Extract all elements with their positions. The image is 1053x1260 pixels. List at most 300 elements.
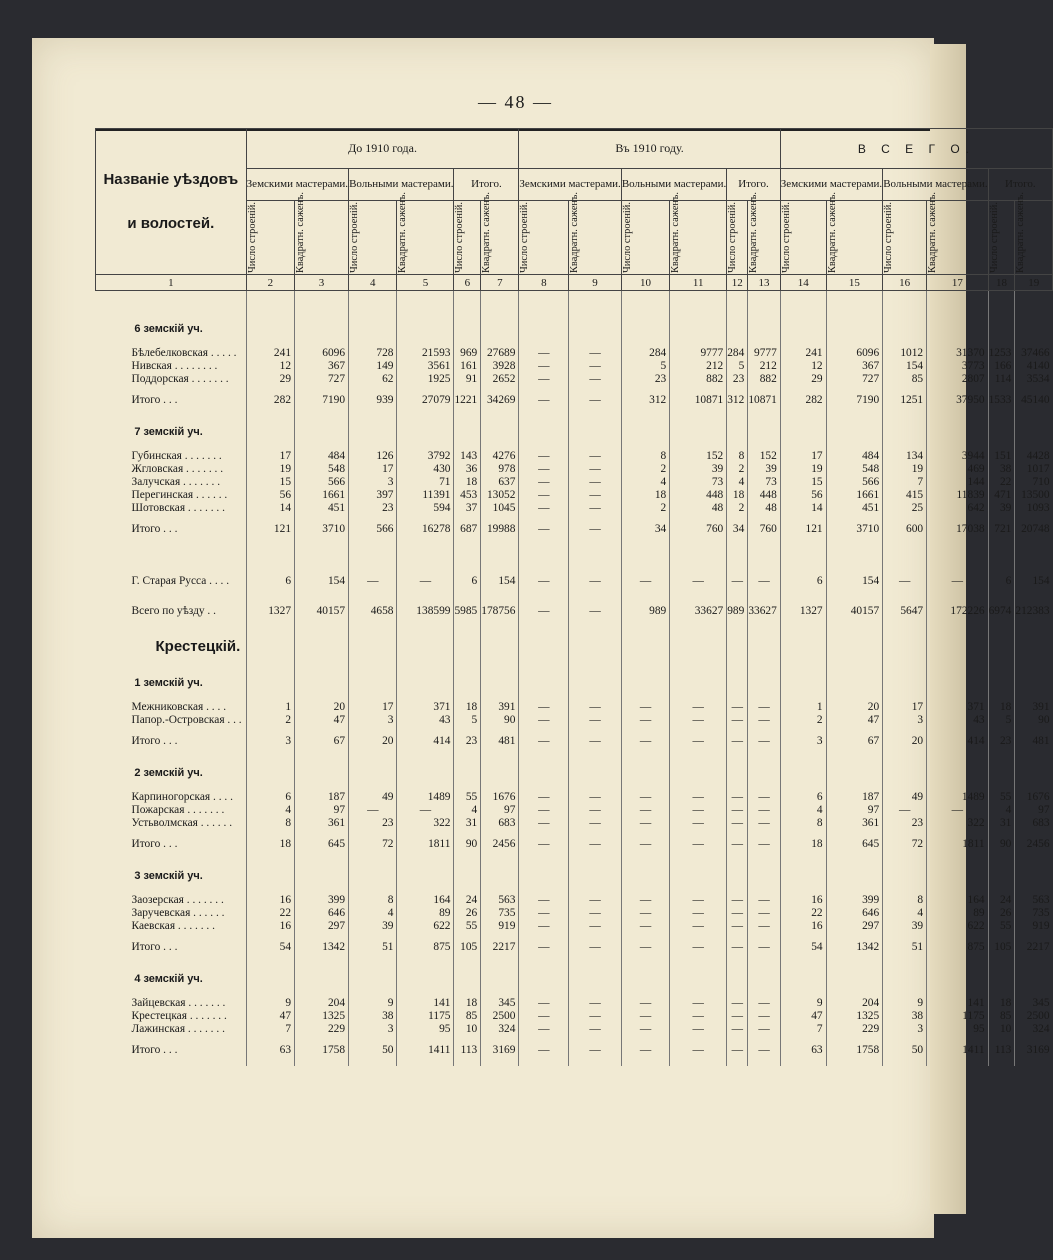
data-cell: [519, 860, 569, 894]
sub-itogo-2: Итого.: [727, 169, 781, 201]
data-cell: [670, 757, 727, 791]
table-row: [96, 463, 1053, 476]
group-total: В С Е Г О.: [780, 129, 1052, 169]
sec-row: [96, 757, 1053, 791]
data-cell: [569, 627, 622, 667]
data-cell: [1015, 313, 1053, 347]
row-label: Крестецкій.: [155, 638, 241, 655]
data-cell: —: [569, 567, 622, 597]
data-cell: [246, 627, 294, 667]
data-cell: —: [519, 1023, 569, 1036]
data-cell: 282: [780, 386, 826, 416]
data-cell: —: [349, 567, 397, 597]
data-cell: 241: [246, 347, 294, 360]
data-cell: 154: [295, 567, 349, 597]
data-cell: 39: [883, 920, 927, 933]
data-cell: 17: [246, 450, 294, 463]
data-cell: —: [621, 567, 669, 597]
data-cell: [397, 860, 454, 894]
data-cell: 3710: [295, 515, 349, 545]
data-cell: 6974: [988, 597, 1015, 627]
data-cell: 637: [481, 476, 519, 489]
data-cell: 229: [826, 1023, 883, 1036]
table-row: [96, 907, 1053, 920]
vertical-label: Число строеній.: [727, 201, 739, 273]
vertical-label: Число строеній.: [349, 201, 361, 273]
data-cell: 6: [246, 567, 294, 597]
data-cell: —: [748, 567, 780, 597]
data-cell: 143: [454, 450, 481, 463]
sub-zemsk-2: Земскими мастерами.: [519, 169, 621, 201]
header-area: [1015, 191, 1053, 275]
data-cell: —: [748, 920, 780, 933]
data-cell: 43: [397, 714, 454, 727]
table-body: [96, 291, 1053, 1066]
data-cell: —: [569, 1023, 622, 1036]
data-cell: —: [748, 894, 780, 907]
data-cell: [727, 313, 748, 347]
data-cell: 683: [1015, 817, 1053, 830]
data-cell: 642: [927, 502, 989, 515]
sec-row: [96, 963, 1053, 997]
data-cell: [569, 416, 622, 450]
sub-voln-1: Вольными мастерами.: [349, 169, 454, 201]
data-cell: —: [670, 920, 727, 933]
data-cell: 126: [349, 450, 397, 463]
data-cell: 22: [780, 907, 826, 920]
data-cell: 212: [670, 360, 727, 373]
data-cell: [621, 963, 669, 997]
data-cell: 89: [397, 907, 454, 920]
data-cell: 29: [246, 373, 294, 386]
data-cell: [727, 667, 748, 701]
sub-itogo-3: Итого.: [988, 169, 1052, 201]
table-row: [96, 817, 1053, 830]
empty-cell: [519, 545, 569, 567]
empty-cell: [295, 291, 349, 313]
data-cell: 1533: [988, 386, 1015, 416]
data-cell: —: [727, 894, 748, 907]
column-number: 17: [927, 275, 989, 291]
data-cell: [670, 860, 727, 894]
empty-cell: [96, 545, 247, 567]
data-cell: —: [748, 933, 780, 963]
data-cell: —: [519, 1010, 569, 1023]
data-cell: —: [519, 714, 569, 727]
row-label: Итого . . .: [131, 838, 178, 850]
data-cell: 284: [621, 347, 669, 360]
table-row: [96, 804, 1053, 817]
data-cell: 17: [883, 701, 927, 714]
vertical-label: Число строеній.: [246, 201, 258, 273]
data-cell: 25: [883, 502, 927, 515]
data-cell: [780, 860, 826, 894]
row-label: Крестецкая . . . . . . .: [131, 1009, 227, 1022]
data-cell: —: [519, 1036, 569, 1066]
page-number: — 48 —: [478, 92, 553, 112]
data-cell: 2: [780, 714, 826, 727]
data-cell: [519, 667, 569, 701]
data-cell: [1015, 757, 1053, 791]
vertical-label: Квадратн. саженъ.: [295, 191, 307, 273]
data-cell: 20: [826, 701, 883, 714]
data-cell: [397, 627, 454, 667]
data-cell: 2456: [481, 830, 519, 860]
table-row: [96, 450, 1053, 463]
data-cell: —: [519, 933, 569, 963]
header-count: [883, 201, 927, 275]
data-cell: —: [670, 804, 727, 817]
data-cell: [883, 627, 927, 667]
data-cell: 212383: [1015, 597, 1053, 627]
header-count: [780, 201, 826, 275]
data-cell: 50: [883, 1036, 927, 1066]
data-cell: 134: [883, 450, 927, 463]
data-cell: 1661: [826, 489, 883, 502]
data-cell: 727: [295, 373, 349, 386]
data-cell: [454, 416, 481, 450]
data-cell: 4: [246, 804, 294, 817]
data-cell: 49: [883, 791, 927, 804]
data-cell: 8: [727, 450, 748, 463]
data-cell: 548: [826, 463, 883, 476]
empty-cell: [927, 291, 989, 313]
data-cell: —: [519, 450, 569, 463]
data-cell: 645: [826, 830, 883, 860]
empty-cell: [727, 545, 748, 567]
empty-cell: [670, 545, 727, 567]
column-number: 15: [826, 275, 883, 291]
total-row: [96, 386, 1053, 416]
vertical-label: Квадратн. саженъ.: [569, 191, 581, 273]
column-number: 5: [397, 275, 454, 291]
data-cell: —: [569, 714, 622, 727]
row-label: Всего по уѣзду . .: [131, 605, 216, 617]
data-cell: 471: [988, 489, 1015, 502]
data-cell: 448: [748, 489, 780, 502]
data-cell: 37950: [927, 386, 989, 416]
table-row: [96, 1010, 1053, 1023]
data-cell: [397, 963, 454, 997]
data-cell: 54: [780, 933, 826, 963]
data-cell: 3: [349, 476, 397, 489]
data-cell: 1012: [883, 347, 927, 360]
data-cell: [780, 627, 826, 667]
data-cell: 3710: [826, 515, 883, 545]
data-cell: 371: [927, 701, 989, 714]
data-cell: 90: [481, 714, 519, 727]
data-cell: 6096: [826, 347, 883, 360]
data-cell: 19: [883, 463, 927, 476]
data-cell: 26: [988, 907, 1015, 920]
data-cell: [621, 757, 669, 791]
table-row: [96, 894, 1053, 907]
data-cell: 151: [988, 450, 1015, 463]
row-label: 7 земскій уч.: [134, 426, 203, 438]
name-header-line-1: Названіе уѣздовъ: [103, 170, 239, 188]
data-cell: [988, 416, 1015, 450]
data-cell: —: [621, 701, 669, 714]
data-cell: 14: [780, 502, 826, 515]
data-cell: 1: [246, 701, 294, 714]
data-cell: [397, 416, 454, 450]
data-cell: [295, 757, 349, 791]
data-cell: 4658: [349, 597, 397, 627]
data-cell: 8: [246, 817, 294, 830]
data-cell: 5: [454, 714, 481, 727]
data-cell: 55: [454, 791, 481, 804]
data-cell: 18: [988, 701, 1015, 714]
data-cell: 3928: [481, 360, 519, 373]
data-cell: 735: [1015, 907, 1053, 920]
data-cell: —: [748, 1010, 780, 1023]
row-label: 1 земскій уч.: [134, 677, 203, 689]
data-cell: 563: [481, 894, 519, 907]
data-cell: 7190: [295, 386, 349, 416]
data-cell: 735: [481, 907, 519, 920]
data-cell: [670, 667, 727, 701]
gap-row: [96, 291, 1053, 313]
data-cell: [826, 963, 883, 997]
data-cell: 113: [454, 1036, 481, 1066]
data-cell: 978: [481, 463, 519, 476]
data-cell: 73: [670, 476, 727, 489]
data-cell: —: [569, 804, 622, 817]
data-cell: [988, 757, 1015, 791]
data-cell: —: [670, 894, 727, 907]
vertical-label: Квадратн. саженъ.: [1015, 191, 1027, 273]
data-cell: 95: [927, 1023, 989, 1036]
data-cell: —: [670, 817, 727, 830]
data-cell: 2217: [481, 933, 519, 963]
empty-cell: [988, 545, 1015, 567]
data-cell: 21593: [397, 347, 454, 360]
data-cell: 229: [295, 1023, 349, 1036]
data-cell: —: [519, 502, 569, 515]
data-cell: 18: [454, 476, 481, 489]
vertical-label: Число строеній.: [780, 201, 792, 273]
data-cell: 144: [927, 476, 989, 489]
data-cell: 324: [481, 1023, 519, 1036]
data-cell: —: [519, 817, 569, 830]
data-cell: 2500: [481, 1010, 519, 1023]
data-cell: 453: [454, 489, 481, 502]
header-count: [349, 201, 397, 275]
data-cell: 55: [988, 920, 1015, 933]
data-cell: —: [748, 1036, 780, 1066]
data-cell: 90: [454, 830, 481, 860]
row-label: Итого . . .: [131, 394, 178, 406]
data-cell: 39: [349, 920, 397, 933]
data-cell: 4: [780, 804, 826, 817]
data-cell: 399: [295, 894, 349, 907]
data-cell: 2500: [1015, 1010, 1053, 1023]
data-cell: 430: [397, 463, 454, 476]
data-cell: 1676: [1015, 791, 1053, 804]
data-cell: [927, 667, 989, 701]
data-cell: [780, 313, 826, 347]
row-label: Итого . . .: [131, 523, 178, 535]
data-cell: 414: [397, 727, 454, 757]
gap-row: [96, 545, 1053, 567]
data-cell: 23: [988, 727, 1015, 757]
row-label: Карпиногорская . . . .: [131, 790, 233, 803]
empty-cell: [454, 545, 481, 567]
data-cell: 13500: [1015, 489, 1053, 502]
data-cell: —: [621, 933, 669, 963]
data-cell: [1015, 667, 1053, 701]
data-cell: 3561: [397, 360, 454, 373]
data-cell: 105: [454, 933, 481, 963]
data-cell: —: [621, 907, 669, 920]
table-row: [96, 502, 1053, 515]
data-cell: 2807: [927, 373, 989, 386]
data-cell: —: [621, 714, 669, 727]
data-cell: 3: [883, 1023, 927, 1036]
data-cell: [727, 963, 748, 997]
column-number: 6: [454, 275, 481, 291]
data-cell: 149: [349, 360, 397, 373]
data-cell: —: [569, 360, 622, 373]
data-cell: [780, 416, 826, 450]
data-cell: 17038: [927, 515, 989, 545]
data-cell: 45140: [1015, 386, 1053, 416]
sec-row: [96, 860, 1053, 894]
data-cell: 4: [727, 476, 748, 489]
data-cell: 90: [988, 830, 1015, 860]
data-cell: 3773: [927, 360, 989, 373]
data-cell: —: [519, 791, 569, 804]
header-area: [927, 191, 989, 275]
data-cell: 16278: [397, 515, 454, 545]
data-cell: 5: [988, 714, 1015, 727]
data-cell: 73: [748, 476, 780, 489]
data-cell: 8: [621, 450, 669, 463]
data-cell: 97: [481, 804, 519, 817]
row-label: Залучская . . . . . . .: [131, 475, 221, 488]
data-cell: 38: [988, 463, 1015, 476]
data-cell: —: [670, 830, 727, 860]
data-cell: —: [670, 1023, 727, 1036]
data-cell: —: [727, 997, 748, 1010]
sec-row: [96, 667, 1053, 701]
table-row: [96, 489, 1053, 502]
district-row: [96, 627, 1053, 667]
data-cell: 19988: [481, 515, 519, 545]
table-row: [96, 714, 1053, 727]
data-cell: [748, 627, 780, 667]
data-cell: —: [569, 817, 622, 830]
empty-cell: [883, 291, 927, 313]
data-cell: 241: [780, 347, 826, 360]
empty-cell: [826, 291, 883, 313]
empty-cell: [246, 545, 294, 567]
data-cell: 14: [246, 502, 294, 515]
data-cell: 1325: [826, 1010, 883, 1023]
empty-cell: [397, 545, 454, 567]
data-cell: —: [727, 804, 748, 817]
row-label: 2 земскій уч.: [134, 767, 203, 779]
data-cell: 154: [826, 567, 883, 597]
data-cell: —: [621, 1036, 669, 1066]
row-label: Перегинская . . . . . .: [131, 488, 228, 501]
data-cell: —: [727, 817, 748, 830]
data-cell: 19: [780, 463, 826, 476]
data-cell: 1411: [927, 1036, 989, 1066]
data-cell: 95: [397, 1023, 454, 1036]
data-cell: 3: [246, 727, 294, 757]
name-column-header: [96, 129, 247, 275]
data-cell: [883, 860, 927, 894]
vertical-label: Число строеній.: [883, 201, 895, 273]
data-cell: [246, 416, 294, 450]
empty-cell: [481, 545, 519, 567]
row-label: Итого . . .: [131, 735, 178, 747]
data-cell: —: [727, 1023, 748, 1036]
data-cell: 1811: [927, 830, 989, 860]
data-cell: 212: [748, 360, 780, 373]
data-cell: —: [670, 907, 727, 920]
data-cell: 322: [397, 817, 454, 830]
data-cell: 6: [246, 791, 294, 804]
data-cell: [927, 627, 989, 667]
data-cell: 322: [927, 817, 989, 830]
data-cell: 23: [883, 817, 927, 830]
data-cell: [349, 313, 397, 347]
empty-cell: [670, 291, 727, 313]
data-cell: 48: [670, 502, 727, 515]
data-cell: 1327: [780, 597, 826, 627]
data-cell: —: [569, 463, 622, 476]
data-cell: 154: [481, 567, 519, 597]
row-label: Г. Старая Русса . . . .: [131, 575, 230, 587]
row-label: Заозерская . . . . . . .: [131, 893, 224, 906]
data-cell: 48: [748, 502, 780, 515]
data-cell: [621, 416, 669, 450]
data-cell: —: [621, 1010, 669, 1023]
data-cell: 646: [826, 907, 883, 920]
empty-cell: [883, 545, 927, 567]
data-cell: [748, 416, 780, 450]
data-cell: —: [569, 727, 622, 757]
data-cell: 113: [988, 1036, 1015, 1066]
data-cell: —: [519, 907, 569, 920]
data-cell: —: [883, 567, 927, 597]
header-area: [295, 191, 349, 275]
row-label: Нивская . . . . . . . .: [131, 359, 218, 372]
data-cell: —: [748, 804, 780, 817]
data-cell: [988, 313, 1015, 347]
data-cell: 760: [748, 515, 780, 545]
data-cell: 50: [349, 1036, 397, 1066]
data-cell: —: [569, 502, 622, 515]
data-cell: 71: [397, 476, 454, 489]
data-cell: [727, 416, 748, 450]
data-cell: 22: [246, 907, 294, 920]
data-cell: [454, 860, 481, 894]
data-cell: —: [670, 791, 727, 804]
column-number: 8: [519, 275, 569, 291]
data-cell: 18: [727, 489, 748, 502]
data-cell: [826, 757, 883, 791]
table-row: [96, 997, 1053, 1010]
data-cell: [883, 757, 927, 791]
data-cell: 15: [780, 476, 826, 489]
table-row: [96, 701, 1053, 714]
data-cell: 31370: [927, 347, 989, 360]
data-cell: 47: [780, 1010, 826, 1023]
column-number-row: [96, 275, 1053, 291]
